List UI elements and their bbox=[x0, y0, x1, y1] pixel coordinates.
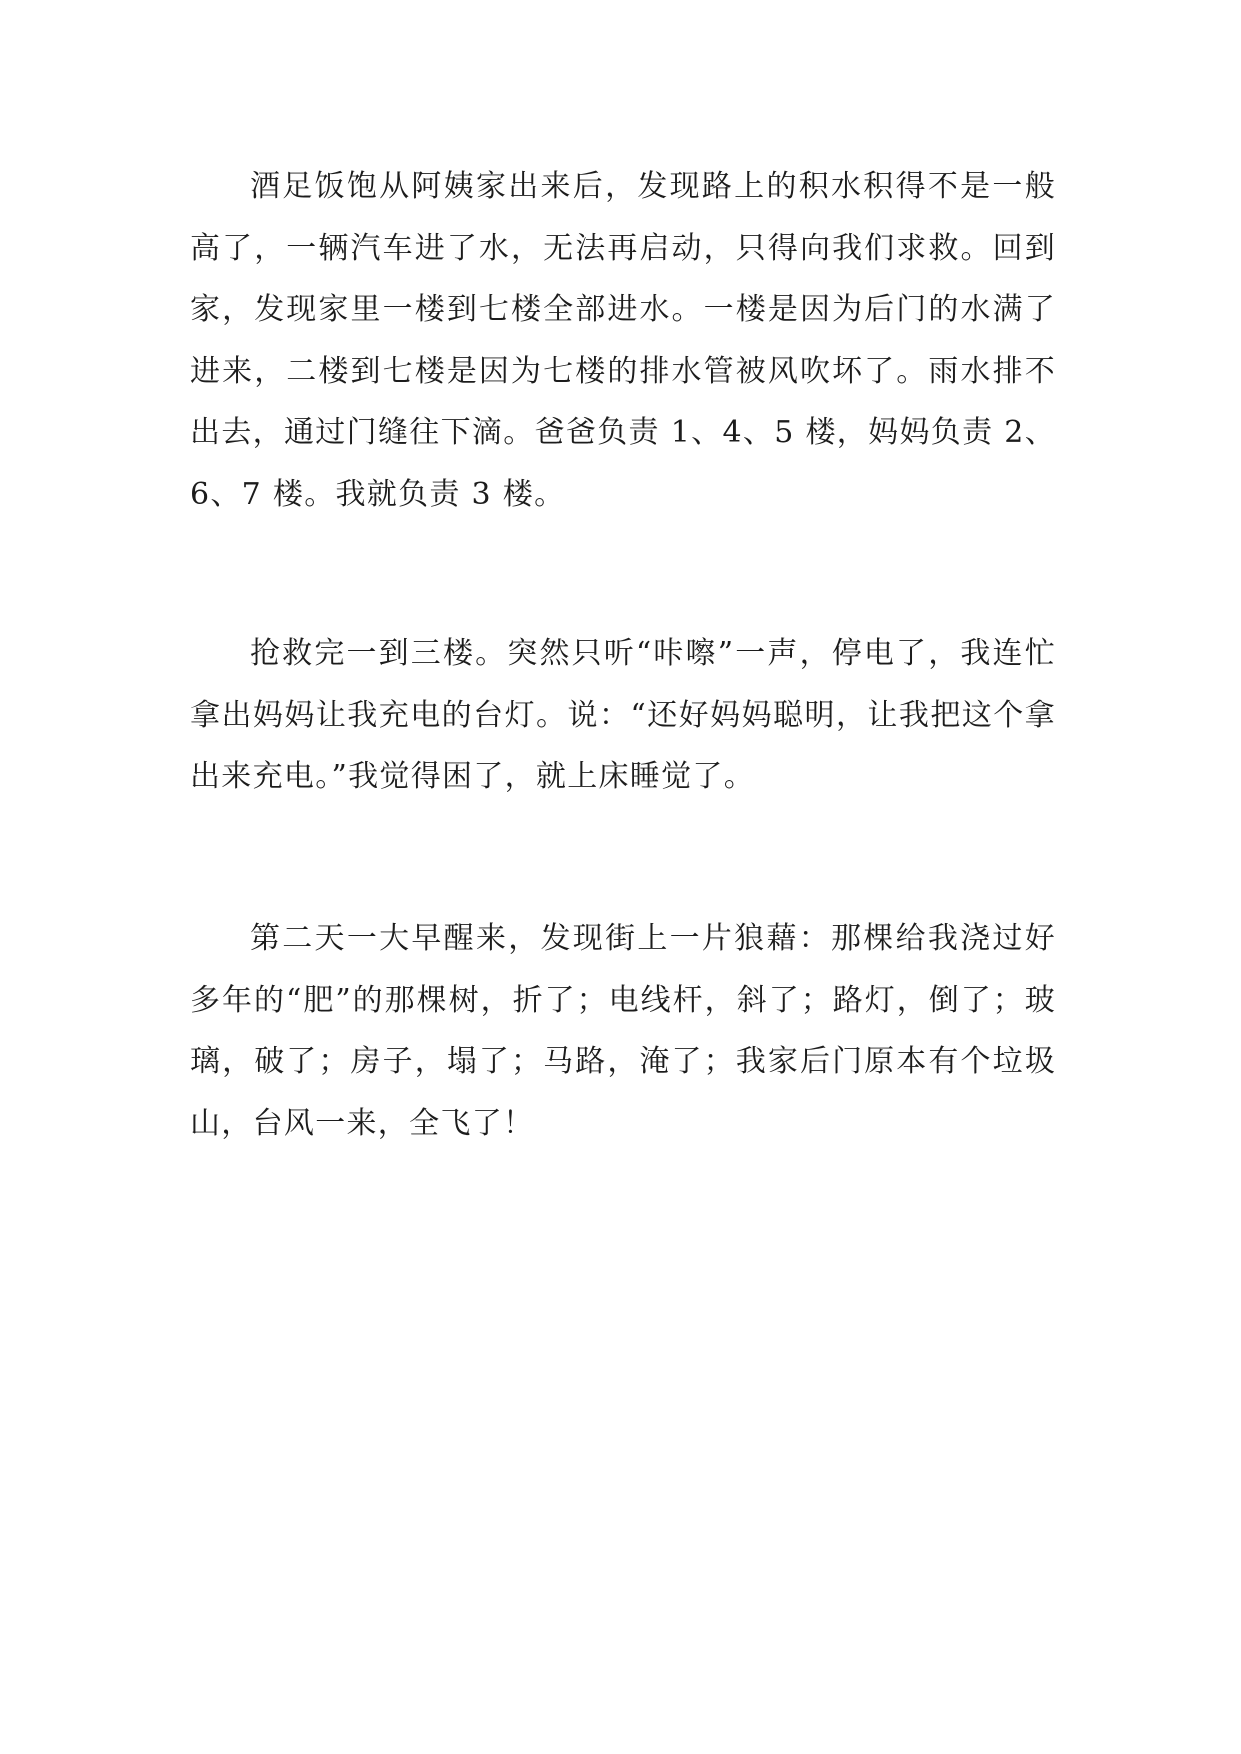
paragraph-flood-rescue: 酒足饭饱从阿姨家出来后，发现路上的积水积得不是一般高了，一辆汽车进了水，无法再启动，只得向我们求救。回到家，发现家里一楼到七楼全部进水。一楼是因为后门的水满了进来，二楼到七楼是因为七楼的排水管被风吹坏了。雨水排不出去，通过门缝往下滴。爸爸负责 1、4、5 楼，妈妈负责 2、6、7 楼。我就负责 3 楼。 bbox=[190, 169, 1056, 512]
paragraph-next-morning: 第二天一大早醒来，发现街上一片狼藉：那棵给我浇过好多年的“肥”的那棵树，折了；电线杆，斜了；路灯，倒了；玻璃，破了；房子，塌了；马路，淹了；我家后门原本有个垃圾山，台风一来，全飞了！ bbox=[190, 921, 1056, 1141]
paragraph-power-outage: 抢救完一到三楼。突然只听“咔嚓”一声，停电了，我连忙拿出妈妈让我充电的台灯。说：“还好妈妈聪明，让我把这个拿出来充电。”我觉得困了，就上床睡觉了。 bbox=[190, 636, 1056, 794]
